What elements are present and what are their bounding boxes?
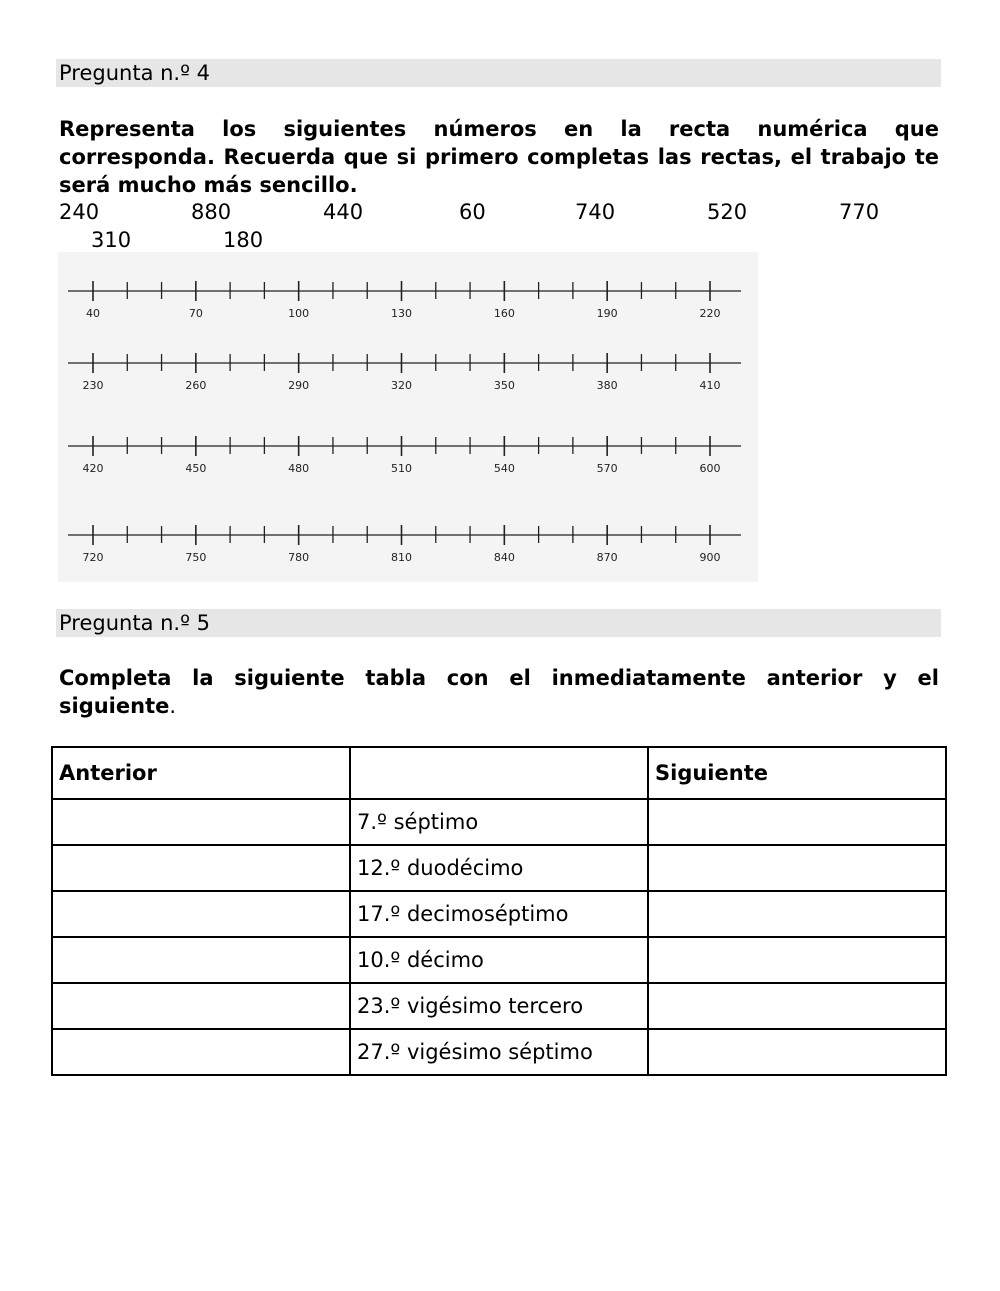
tick-label: 290 [288, 379, 310, 392]
table-row [52, 891, 946, 937]
question-4-instruction: Representa los siguientes números en la recta numérica que corresponda. Recuerda que si primero completas las rectas, el trabajo te será mucho más sencillo. [59, 117, 939, 197]
tick-label: 450 [185, 462, 207, 475]
number-item: 310 [91, 228, 132, 252]
ordinal-cell: 12.º duodécimo [350, 845, 648, 891]
number-item: 740 [575, 200, 616, 224]
tick-label: 900 [699, 551, 721, 564]
number-line [68, 436, 741, 475]
number-item: 440 [323, 200, 364, 224]
number-item: 880 [191, 200, 232, 224]
tick-label: 840 [493, 551, 515, 564]
tick-label: 380 [596, 379, 618, 392]
table-row [52, 937, 946, 983]
table-row [52, 799, 946, 845]
tick-label: 750 [185, 551, 207, 564]
ordinal-cell: 7.º séptimo [350, 799, 648, 845]
numbers-to-place [0, 198, 1000, 254]
table-header-row [52, 747, 946, 799]
question-5-instruction-period: . [169, 694, 177, 718]
tick-label: 420 [82, 462, 104, 475]
table-row [52, 1029, 946, 1075]
siguiente-cell[interactable] [648, 937, 946, 983]
tick-label: 780 [288, 551, 310, 564]
question-4-heading: Pregunta n.º 4 [56, 59, 941, 87]
tick-label: 230 [82, 379, 104, 392]
tick-label: 720 [82, 551, 104, 564]
tick-label: 350 [493, 379, 515, 392]
siguiente-cell[interactable] [648, 983, 946, 1029]
tick-label: 810 [391, 551, 412, 564]
number-line [68, 281, 741, 320]
tick-label: 510 [391, 462, 412, 475]
ordinal-cell: 10.º décimo [350, 937, 648, 983]
siguiente-cell[interactable] [648, 1029, 946, 1075]
tick-label: 70 [188, 307, 203, 320]
tick-label: 540 [493, 462, 515, 475]
number-item: 60 [459, 200, 486, 224]
tick-label: 260 [185, 379, 207, 392]
header-ordinal [350, 747, 648, 799]
anterior-cell[interactable] [52, 937, 350, 983]
number-item: 770 [839, 200, 880, 224]
number-line [68, 353, 741, 392]
siguiente-cell[interactable] [648, 845, 946, 891]
number-item: 180 [223, 228, 264, 252]
table-row [52, 983, 946, 1029]
tick-label: 40 [86, 307, 100, 320]
tick-label: 190 [596, 307, 618, 320]
tick-label: 480 [288, 462, 310, 475]
siguiente-cell[interactable] [648, 799, 946, 845]
number-item: 520 [707, 200, 748, 224]
anterior-cell[interactable] [52, 845, 350, 891]
ordinal-cell: 17.º decimoséptimo [350, 891, 648, 937]
tick-label: 220 [699, 307, 721, 320]
number-line [68, 525, 741, 564]
number-item: 240 [59, 200, 100, 224]
table-row [52, 845, 946, 891]
tick-label: 160 [493, 307, 515, 320]
tick-label: 320 [391, 379, 412, 392]
anterior-cell[interactable] [52, 983, 350, 1029]
question-5-heading: Pregunta n.º 5 [56, 609, 941, 637]
anterior-cell[interactable] [52, 1029, 350, 1075]
tick-label: 600 [699, 462, 721, 475]
tick-label: 570 [596, 462, 618, 475]
tick-label: 870 [596, 551, 618, 564]
tick-label: 100 [288, 307, 310, 320]
ordinal-table [51, 746, 947, 1076]
tick-label: 130 [391, 307, 412, 320]
header-siguiente: Siguiente [648, 747, 946, 799]
question-5-instruction [59, 664, 939, 720]
ordinal-cell: 27.º vigésimo séptimo [350, 1029, 648, 1075]
ordinal-cell: 23.º vigésimo tercero [350, 983, 648, 1029]
anterior-cell[interactable] [52, 799, 350, 845]
header-anterior: Anterior [52, 747, 350, 799]
question-5-instruction-text: Completa la siguiente tabla con el inmediatamente anterior y el siguiente [59, 666, 939, 718]
anterior-cell[interactable] [52, 891, 350, 937]
tick-label: 410 [699, 379, 721, 392]
number-lines-image [58, 252, 758, 582]
siguiente-cell[interactable] [648, 891, 946, 937]
